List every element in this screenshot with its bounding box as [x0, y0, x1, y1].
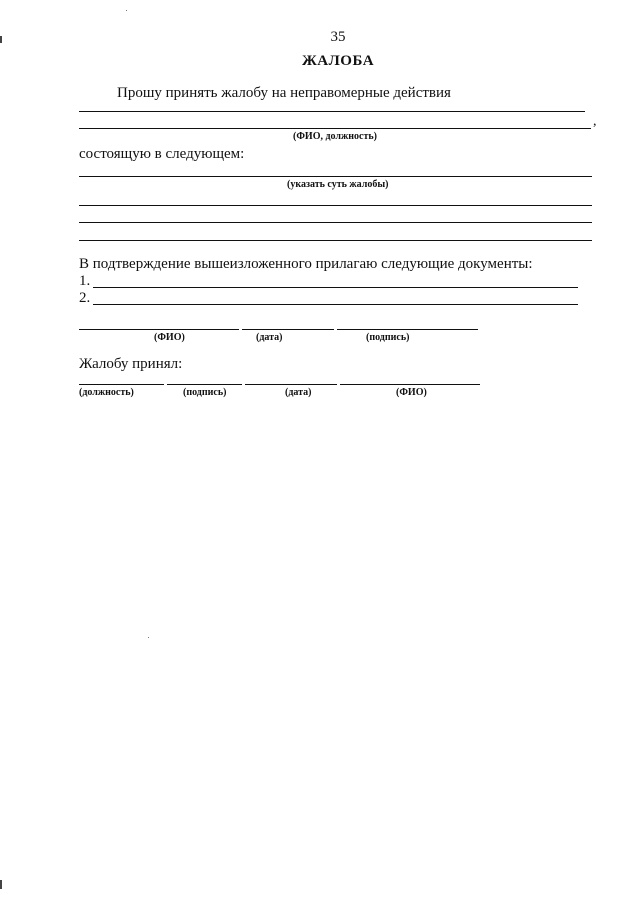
acceptor-position-caption: (должность) — [79, 387, 134, 398]
acceptor-date-caption: (дата) — [285, 387, 312, 398]
confirmation-text: В подтверждение вышеизложенного прилагаю следующие документы: — [79, 256, 533, 272]
applicant-signature-caption: (подпись) — [366, 332, 410, 343]
fio-position-caption: (ФИО, должность) — [293, 131, 377, 142]
document-title: ЖАЛОБА — [301, 53, 375, 69]
acceptor-signature-caption: (подпись) — [183, 387, 227, 398]
consisting-text: состоящую в следующем: — [79, 146, 245, 162]
applicant-fio-line[interactable] — [79, 329, 239, 330]
applicant-date-line[interactable] — [242, 329, 334, 330]
acceptor-date-line[interactable] — [245, 384, 337, 385]
page-number: 35 — [330, 29, 346, 45]
complaint-essence-caption: (указать суть жалобы) — [287, 179, 389, 190]
acceptor-signature-line[interactable] — [167, 384, 242, 385]
intro-text: Прошу принять жалобу на неправомерные действия — [117, 85, 451, 101]
scan-edge-mark — [0, 36, 2, 43]
acceptor-fio-line[interactable] — [340, 384, 480, 385]
document-item-number: 2. — [79, 290, 91, 306]
respondent-line-1[interactable] — [79, 111, 585, 112]
complaint-line-1[interactable] — [79, 176, 592, 177]
acceptor-fio-caption: (ФИО) — [396, 387, 427, 398]
scan-speck — [126, 10, 127, 11]
scan-speck — [148, 637, 149, 638]
scan-edge-mark — [0, 880, 2, 889]
complaint-line-3[interactable] — [79, 222, 592, 223]
respondent-line-2[interactable] — [79, 128, 591, 129]
applicant-fio-caption: (ФИО) — [154, 332, 185, 343]
acceptor-position-line[interactable] — [79, 384, 164, 385]
complaint-line-4[interactable] — [79, 240, 592, 241]
accepted-text: Жалобу принял: — [79, 356, 183, 372]
complaint-line-2[interactable] — [79, 205, 592, 206]
document-line-1[interactable] — [93, 287, 578, 288]
document-line-2[interactable] — [93, 304, 578, 305]
comma-mark: , — [593, 114, 597, 129]
applicant-date-caption: (дата) — [256, 332, 283, 343]
document-item-number: 1. — [79, 273, 91, 289]
applicant-signature-line[interactable] — [337, 329, 478, 330]
